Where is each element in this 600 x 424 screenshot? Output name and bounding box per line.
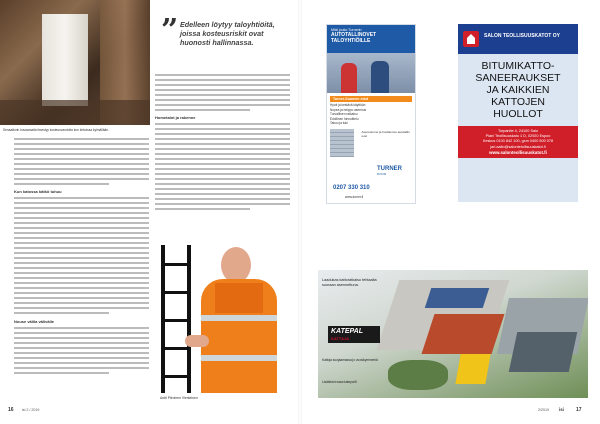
turner-header [327, 25, 415, 53]
turner-brand: TURNER [377, 166, 402, 172]
turner-door-image [330, 129, 354, 157]
subheading-1: Kun katossa kätkö tuhuu [14, 189, 62, 194]
katepal-brand: KATEPAL [331, 328, 364, 335]
pull-quote: Edelleen löytyy taloyhtiöitä, joissa kosteusriskit ovat huonosti hallinnassa. [180, 20, 275, 47]
attic-photo [0, 0, 150, 125]
katepal-text-panel [322, 278, 382, 288]
katepal-text-2: Kattoja suojaamassa jo vuosikymmeniä [322, 358, 378, 362]
right-page-number: 17 [576, 407, 582, 413]
turner-photo [327, 53, 415, 93]
right-footer-label: isi [559, 407, 564, 412]
katepal-text-3[interactable]: Lisätiedot www.katepal.fi [322, 380, 357, 384]
turner-feature: Nopea ja helppo asennus [330, 107, 367, 112]
turner-box-title: Turner-Suomen edut [330, 96, 412, 102]
salon-headline-1: BITUMIKATTO- [481, 60, 555, 72]
turner-features [330, 103, 412, 126]
middle-column-text [155, 74, 290, 213]
left-page-number: 16 [8, 407, 14, 413]
salon-contact: Piani Teollisuuskatu 1 D, 02920 Espoo [485, 134, 551, 139]
turner-phone: 0207 330 310 [333, 185, 370, 191]
turner-ad[interactable] [326, 24, 416, 204]
page-gutter [298, 0, 302, 424]
photo-caption: Senaattorin kuvaamalta ilmestyy kosteusvaurioita kun kirkoissa kylmällään. [3, 128, 109, 132]
turner-feature: Edullinen hinnoittelu [330, 116, 359, 121]
turner-feature: Turvallinen ratkaisu [330, 112, 358, 117]
turner-url[interactable]: www.turner.fi [345, 195, 364, 199]
katepal-text-1: Laadukas kattoratkaisu tehtaalta suoraan asennettuna. [322, 278, 377, 287]
salon-headline-4: KATTOJEN [491, 96, 545, 108]
salon-logo-text: SALON TEOLLISUUSKATOT OY [484, 33, 560, 39]
salon-ad[interactable] [458, 24, 578, 202]
katepal-logo [328, 326, 380, 343]
salon-logo-bar [458, 24, 578, 54]
salon-headline-2: SANEERAUKSET [475, 72, 561, 84]
turner-headline-small: Mitä jouko Turnerin [331, 28, 362, 32]
katepal-ad[interactable] [318, 270, 588, 398]
salon-contacts [458, 126, 578, 158]
person-caption: Antti Piiroinen Vierkeinen [160, 396, 198, 400]
subheading-2: Hometalot ja rakenne [155, 115, 196, 120]
turner-side-note: Asennamme ja huollamme autotallin ovet [361, 129, 410, 138]
salon-headline-5: HUOLLOT [493, 108, 543, 120]
quote-mark: ” [161, 13, 179, 48]
turner-headline: AUTOTALLINOVET TALOYHTIÖILLE [331, 32, 377, 44]
salon-contact: Torpantie 4, 24100 Salo [497, 129, 539, 133]
salon-url[interactable]: www.salonteollisuuskatot.fi [489, 149, 547, 155]
left-footer-mag: isi 2 / 2019 [22, 408, 40, 412]
salon-logo-icon [463, 31, 479, 47]
turner-brand-sub: DOOR [377, 172, 386, 176]
salon-contact: Keskus 0103 842 100, gsm 0400 500 078 [482, 139, 554, 144]
salon-headline-3: JA KAIKKIEN [486, 84, 550, 96]
person-photo [155, 245, 295, 393]
salon-contact: jari.aalto@salontetollisuuskatot.fi [490, 144, 546, 149]
turner-feature: Takuu ja tuki [330, 121, 348, 126]
katepal-brand-sub: KATTAJA [331, 336, 350, 341]
left-column-text [14, 138, 149, 377]
turner-logo [377, 166, 402, 176]
salon-headline [458, 60, 578, 120]
subheading-3: Nouse väilla välivälle [14, 319, 55, 324]
right-footer-mag: 2/2019 [538, 408, 549, 412]
turner-feature: Hyvä ja kestävä käyttöön [330, 103, 366, 107]
